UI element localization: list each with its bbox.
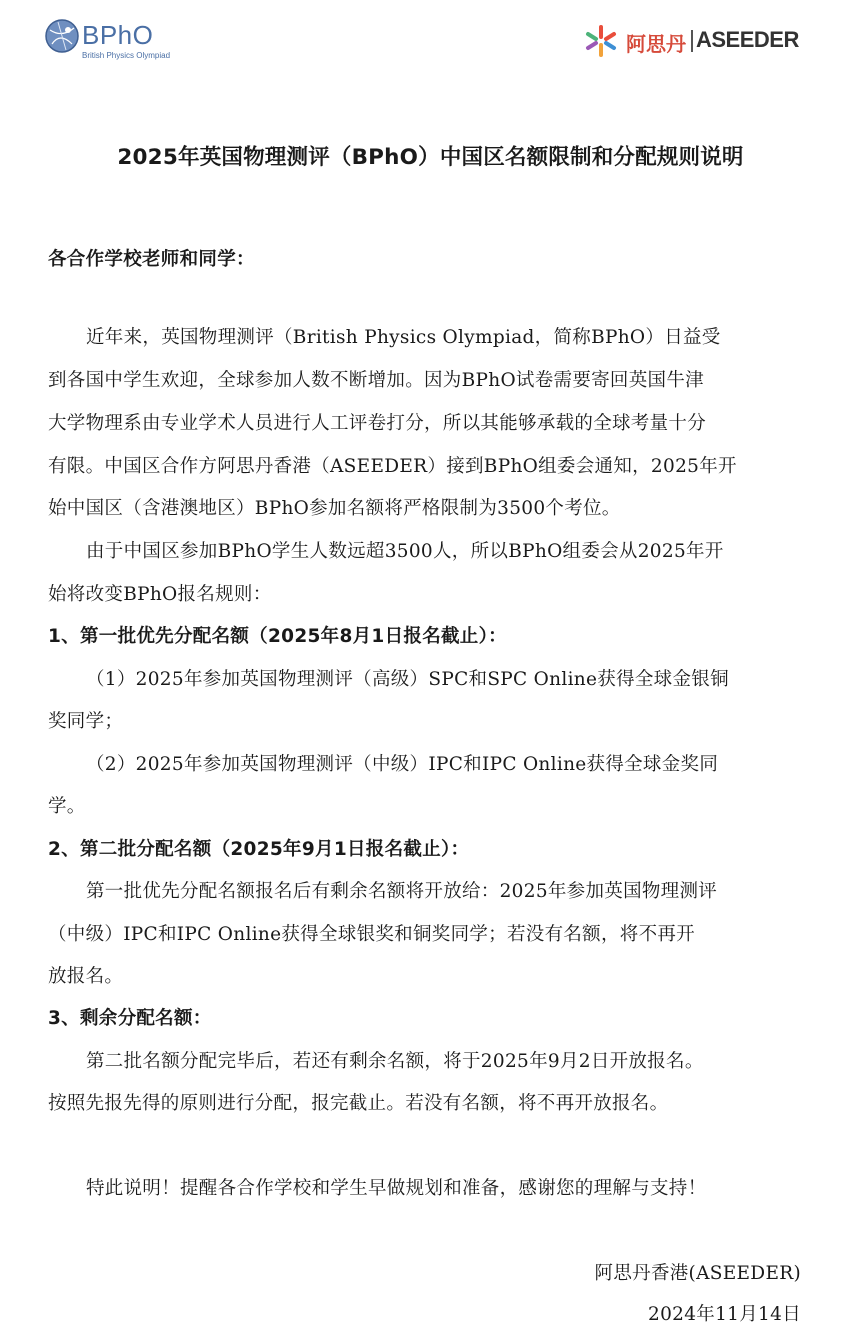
section3-line: 按照先报先得的原则进行分配，报完截止。若没有名额，将不再开放报名。 — [48, 1093, 669, 1114]
signature-date: 2024年11月14日 — [648, 1304, 801, 1325]
change-line: 由于中国区参加BPhO学生人数远超3500人，所以BPhO组委会从2025年开 — [86, 541, 724, 562]
salutation: 各合作学校老师和同学： — [48, 249, 255, 270]
bpho-logo — [44, 18, 194, 62]
intro-line: 到各国中学生欢迎，全球参加人数不断增加。因为BPhO试卷需要寄回英国牛津 — [48, 370, 704, 391]
section2-line: （中级）IPC和IPC Online获得全球银奖和铜奖同学；若没有名额，将不再开 — [48, 924, 695, 945]
aseeder-logo — [584, 24, 814, 64]
section3-line: 第二批名额分配完毕后，若还有剩余名额，将于2025年9月2日开放报名。 — [86, 1051, 704, 1072]
intro-line: 大学物理系由专业学术人员进行人工评卷打分，所以其能够承载的全球考量十分 — [48, 413, 707, 434]
section1-item1-line: （1）2025年参加英国物理测评（高级）SPC和SPC Online获得全球金银铜 — [86, 669, 729, 690]
section1-heading: 1、第一批优先分配名额（2025年8月1日报名截止）： — [48, 626, 507, 647]
logo-divider — [691, 30, 693, 52]
section2-line: 放报名。 — [48, 966, 124, 987]
bpho-globe-icon — [44, 18, 80, 54]
intro-line: 近年来，英国物理测评（British Physics Olympiad，简称BPhO）日益受 — [86, 327, 721, 348]
section1-item2-line: （2）2025年参加英国物理测评（中级）IPC和IPC Online获得全球金奖同 — [86, 754, 719, 775]
change-line: 始将改变BPhO报名规则： — [48, 584, 272, 605]
aseeder-logo-cn: 阿思丹 — [626, 32, 686, 56]
letterhead — [0, 0, 861, 80]
aseeder-logo-en: ASEEDER — [696, 27, 799, 52]
intro-line: 有限。中国区合作方阿思丹香港（ASEEDER）接到BPhO组委会通知，2025年开 — [48, 456, 737, 477]
section2-line: 第一批优先分配名额报名后有剩余名额将开放给：2025年参加英国物理测评 — [86, 881, 718, 902]
bpho-logo-text: BPhO — [82, 20, 154, 50]
signature-org: 阿思丹香港(ASEEDER) — [594, 1263, 801, 1284]
document-title: 2025年英国物理测评（BPhO）中国区名额限制和分配规则说明 — [117, 145, 744, 170]
section1-item2-line: 学。 — [48, 796, 86, 817]
closing-note: 特此说明！提醒各合作学校和学生早做规划和准备，感谢您的理解与支持！ — [86, 1178, 707, 1199]
bpho-logo-subtitle: British Physics Olympiad — [82, 51, 171, 60]
section2-heading: 2、第二批分配名额（2025年9月1日报名截止）： — [48, 839, 470, 860]
section1-item1-line: 奖同学； — [48, 711, 124, 732]
aseeder-asterisk-icon — [584, 24, 618, 58]
intro-line: 始中国区（含港澳地区）BPhO参加名额将严格限制为3500个考位。 — [48, 498, 621, 519]
section3-heading: 3、剩余分配名额： — [48, 1008, 212, 1029]
